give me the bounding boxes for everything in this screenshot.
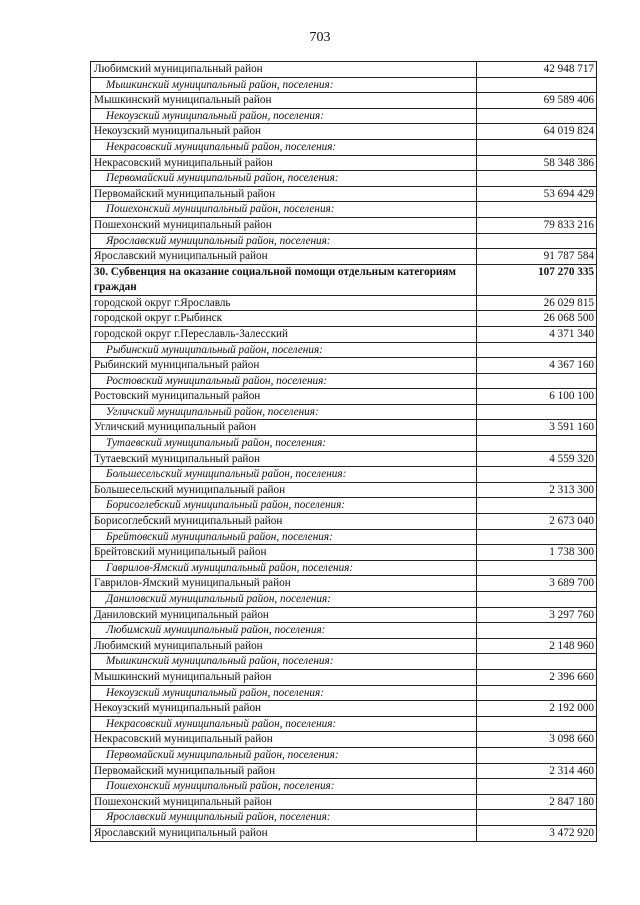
settlements-subheader-row bbox=[91, 529, 597, 545]
table-row bbox=[91, 545, 597, 561]
amount-cell bbox=[477, 467, 597, 483]
page-number: 703 bbox=[309, 30, 331, 45]
table-row bbox=[91, 217, 597, 233]
table-row bbox=[91, 326, 597, 342]
section-header-row bbox=[91, 264, 597, 295]
table-row bbox=[91, 420, 597, 436]
amount-cell bbox=[477, 139, 597, 155]
table-row bbox=[91, 93, 597, 109]
settlements-subheader-row bbox=[91, 685, 597, 701]
amount-cell: 26 068 500 bbox=[477, 311, 597, 327]
table-row bbox=[91, 763, 597, 779]
settlements-subheader-label: Некоузский муниципальный район, поселения: bbox=[91, 685, 477, 701]
table-row bbox=[91, 295, 597, 311]
amount-cell: 3 472 920 bbox=[477, 825, 597, 841]
settlements-subheader-label: Тутаевский муниципальный район, поселения: bbox=[91, 436, 477, 452]
settlements-subheader-row bbox=[91, 404, 597, 420]
table-row bbox=[91, 638, 597, 654]
amount-cell: 2 314 460 bbox=[477, 763, 597, 779]
settlements-subheader-row bbox=[91, 202, 597, 218]
settlements-subheader-label: Борисоглебский муниципальный район, поселения: bbox=[91, 498, 477, 514]
amount-cell: 79 833 216 bbox=[477, 217, 597, 233]
settlements-subheader-row bbox=[91, 108, 597, 124]
table-row bbox=[91, 825, 597, 841]
table-row bbox=[91, 186, 597, 202]
settlements-subheader-row bbox=[91, 139, 597, 155]
district-name: Пошехонский муниципальный район bbox=[91, 794, 477, 810]
table-row bbox=[91, 701, 597, 717]
amount-cell: 3 098 660 bbox=[477, 732, 597, 748]
amount-cell bbox=[477, 747, 597, 763]
district-name: Борисоглебский муниципальный район bbox=[91, 514, 477, 530]
district-name: городской округ г.Переславль-Залесский bbox=[91, 326, 477, 342]
settlements-subheader-label: Брейтовский муниципальный район, поселения: bbox=[91, 529, 477, 545]
district-name: Мышкинский муниципальный район bbox=[91, 669, 477, 685]
settlements-subheader-label: Любимский муниципальный район, поселения: bbox=[91, 623, 477, 639]
amount-cell: 1 738 300 bbox=[477, 545, 597, 561]
subvention-table-container bbox=[90, 61, 596, 842]
settlements-subheader-label: Угличский муниципальный район, поселения: bbox=[91, 404, 477, 420]
settlements-subheader-label: Мышкинский муниципальный район, поселения: bbox=[91, 654, 477, 670]
district-name: Мышкинский муниципальный район bbox=[91, 93, 477, 109]
settlements-subheader-label: Ярославский муниципальный район, поселения: bbox=[91, 810, 477, 826]
district-name: Ярославский муниципальный район bbox=[91, 249, 477, 265]
district-name: Ярославский муниципальный район bbox=[91, 825, 477, 841]
amount-cell bbox=[477, 77, 597, 93]
district-name: Первомайский муниципальный район bbox=[91, 763, 477, 779]
amount-cell bbox=[477, 202, 597, 218]
table-row bbox=[91, 124, 597, 140]
district-name: Большесельский муниципальный район bbox=[91, 482, 477, 498]
settlements-subheader-label: Ярославский муниципальный район, поселения: bbox=[91, 233, 477, 249]
amount-cell: 26 029 815 bbox=[477, 295, 597, 311]
settlements-subheader-row bbox=[91, 654, 597, 670]
settlements-subheader-label: Ростовский муниципальный район, поселения: bbox=[91, 373, 477, 389]
settlements-subheader-label: Пошехонский муниципальный район, поселения: bbox=[91, 202, 477, 218]
settlements-subheader-label: Некрасовский муниципальный район, поселения: bbox=[91, 139, 477, 155]
amount-cell bbox=[477, 436, 597, 452]
table-row bbox=[91, 451, 597, 467]
table-body-top bbox=[91, 62, 597, 265]
amount-cell bbox=[477, 171, 597, 187]
table-row bbox=[91, 249, 597, 265]
table-row bbox=[91, 389, 597, 405]
amount-cell bbox=[477, 404, 597, 420]
amount-cell: 58 348 386 bbox=[477, 155, 597, 171]
amount-cell bbox=[477, 685, 597, 701]
district-name: Даниловский муниципальный район bbox=[91, 607, 477, 623]
amount-cell bbox=[477, 373, 597, 389]
district-name: Некоузский муниципальный район bbox=[91, 701, 477, 717]
district-name: Угличский муниципальный район bbox=[91, 420, 477, 436]
table-row bbox=[91, 794, 597, 810]
amount-cell: 4 371 340 bbox=[477, 326, 597, 342]
amount-cell bbox=[477, 342, 597, 358]
settlements-subheader-row bbox=[91, 810, 597, 826]
settlements-subheader-row bbox=[91, 779, 597, 795]
settlements-subheader-label: Первомайский муниципальный район, поселения: bbox=[91, 747, 477, 763]
district-name: Любимский муниципальный район bbox=[91, 62, 477, 78]
district-name: Некоузский муниципальный район bbox=[91, 124, 477, 140]
settlements-subheader-label: Даниловский муниципальный район, поселения: bbox=[91, 592, 477, 608]
amount-cell: 64 019 824 bbox=[477, 124, 597, 140]
settlements-subheader-row bbox=[91, 233, 597, 249]
table-row bbox=[91, 514, 597, 530]
settlements-subheader-label: Рыбинский муниципальный район, поселения: bbox=[91, 342, 477, 358]
amount-cell bbox=[477, 560, 597, 576]
amount-cell: 42 948 717 bbox=[477, 62, 597, 78]
settlements-subheader-label: Большесельский муниципальный район, поселения: bbox=[91, 467, 477, 483]
district-name: Тутаевский муниципальный район bbox=[91, 451, 477, 467]
table-row bbox=[91, 358, 597, 374]
settlements-subheader-row bbox=[91, 498, 597, 514]
settlements-subheader-row bbox=[91, 560, 597, 576]
amount-cell: 2 313 300 bbox=[477, 482, 597, 498]
settlements-subheader-row bbox=[91, 342, 597, 358]
amount-cell bbox=[477, 810, 597, 826]
district-name: Некрасовский муниципальный район bbox=[91, 155, 477, 171]
table-row bbox=[91, 311, 597, 327]
amount-cell: 69 589 406 bbox=[477, 93, 597, 109]
district-name: Любимский муниципальный район bbox=[91, 638, 477, 654]
amount-cell bbox=[477, 529, 597, 545]
settlements-subheader-label: Гаврилов-Ямский муниципальный район, поселения: bbox=[91, 560, 477, 576]
table-row bbox=[91, 576, 597, 592]
amount-cell bbox=[477, 654, 597, 670]
district-name: Некрасовский муниципальный район bbox=[91, 732, 477, 748]
amount-cell bbox=[477, 498, 597, 514]
settlements-subheader-label: Некрасовский муниципальный район, поселения: bbox=[91, 716, 477, 732]
settlements-subheader-label: Пошехонский муниципальный район, поселения: bbox=[91, 779, 477, 795]
district-name: Ростовский муниципальный район bbox=[91, 389, 477, 405]
district-name: Пошехонский муниципальный район bbox=[91, 217, 477, 233]
amount-cell bbox=[477, 108, 597, 124]
table-row bbox=[91, 155, 597, 171]
settlements-subheader-label: Некоузский муниципальный район, поселения: bbox=[91, 108, 477, 124]
section-title: 30. Субвенция на оказание социальной помощи отдельным категориям граждан bbox=[91, 264, 477, 295]
table-row bbox=[91, 482, 597, 498]
table-row bbox=[91, 607, 597, 623]
settlements-subheader-label: Первомайский муниципальный район, поселения: bbox=[91, 171, 477, 187]
section-30-body bbox=[91, 264, 597, 295]
amount-cell: 53 694 429 bbox=[477, 186, 597, 202]
district-name: городской округ г.Рыбинск bbox=[91, 311, 477, 327]
table-row bbox=[91, 62, 597, 78]
amount-cell bbox=[477, 716, 597, 732]
settlements-subheader-row bbox=[91, 467, 597, 483]
district-name: Брейтовский муниципальный район bbox=[91, 545, 477, 561]
settlements-subheader-row bbox=[91, 747, 597, 763]
settlements-subheader-row bbox=[91, 373, 597, 389]
amount-cell: 2 673 040 bbox=[477, 514, 597, 530]
settlements-subheader-row bbox=[91, 77, 597, 93]
table-row bbox=[91, 732, 597, 748]
district-name: Рыбинский муниципальный район bbox=[91, 358, 477, 374]
settlements-subheader-row bbox=[91, 436, 597, 452]
amount-cell: 2 148 960 bbox=[477, 638, 597, 654]
amount-cell bbox=[477, 233, 597, 249]
settlements-subheader-row bbox=[91, 716, 597, 732]
settlements-subheader-row bbox=[91, 592, 597, 608]
table-row bbox=[91, 669, 597, 685]
amount-cell: 3 689 700 bbox=[477, 576, 597, 592]
district-name: городской округ г.Ярославль bbox=[91, 295, 477, 311]
amount-cell: 91 787 584 bbox=[477, 249, 597, 265]
settlements-subheader-label: Мышкинский муниципальный район, поселения: bbox=[91, 77, 477, 93]
amount-cell bbox=[477, 779, 597, 795]
amount-cell: 3 297 760 bbox=[477, 607, 597, 623]
amount-cell bbox=[477, 592, 597, 608]
amount-cell bbox=[477, 623, 597, 639]
amount-cell: 6 100 100 bbox=[477, 389, 597, 405]
district-name: Гаврилов-Ямский муниципальный район bbox=[91, 576, 477, 592]
amount-cell: 2 847 180 bbox=[477, 794, 597, 810]
amount-cell: 2 396 660 bbox=[477, 669, 597, 685]
subvention-table bbox=[90, 61, 597, 842]
amount-cell: 2 192 000 bbox=[477, 701, 597, 717]
amount-cell: 4 367 160 bbox=[477, 358, 597, 374]
table-body-bottom bbox=[91, 295, 597, 841]
settlements-subheader-row bbox=[91, 171, 597, 187]
amount-cell: 3 591 160 bbox=[477, 420, 597, 436]
amount-cell: 4 559 320 bbox=[477, 451, 597, 467]
district-name: Первомайский муниципальный район bbox=[91, 186, 477, 202]
settlements-subheader-row bbox=[91, 623, 597, 639]
section-total: 107 270 335 bbox=[477, 264, 597, 295]
